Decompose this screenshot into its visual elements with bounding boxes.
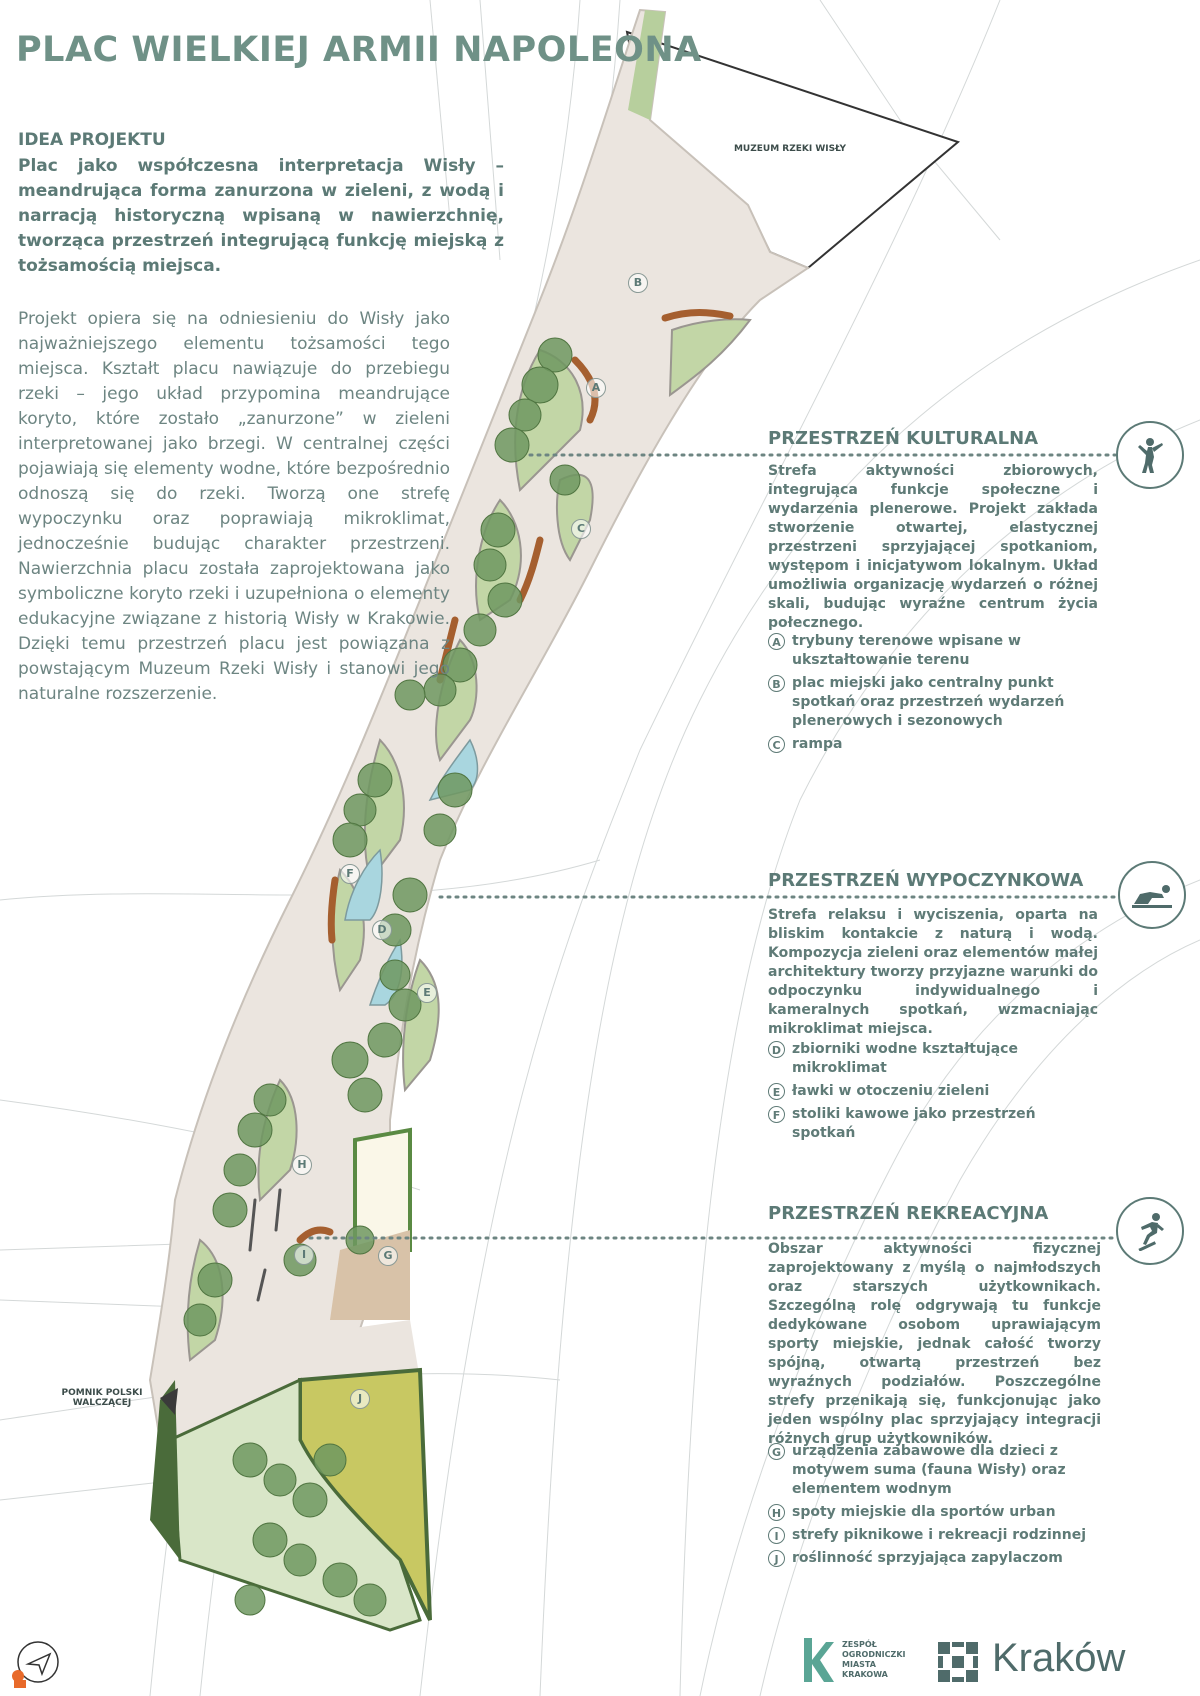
intro-body: Projekt opiera się na odniesieniu do Wisły jako najważniejszego elementu tożsamości tego miejsca. Kształt placu nawiązuje do przebiegu rzeki – jego układ przypomina meandrujące koryto, które zostało „zanurzone” w zieleni interpretowanej jako brzegi. W centralnej części pojawiają się elementy wodne, które bezpośrednio odnoszą się do rzeki. Tworzą one strefę wypoczynku oraz poprawiają mikroklimat, jednocześnie budując charakter przestrzeni. Nawierzchnia placu została zaprojektowana jako symboliczne koryto rzeki i uzupełniona o elementy edukacyjne związane z historią Wisły w Krakowie. Dzięki temu przestrzeń placu jest powiązana z powstającym Muzeum Rzeki Wisły i stanowi jego naturalne rozszerzenie. xyxy=(18,309,450,704)
legend-letter-j: J xyxy=(768,1550,785,1567)
legend-text-f: stoliki kawowe jako przestrzeń spotkań xyxy=(792,1106,1036,1141)
legend-text-i: strefy piknikowe i rekreacji rodzinnej xyxy=(792,1527,1086,1543)
legend-text-j: roślinność sprzyjająca zapylaczom xyxy=(792,1550,1063,1566)
legend-letter-i: I xyxy=(768,1527,785,1544)
legend-item-c xyxy=(768,735,1103,754)
legend-item-j xyxy=(768,1549,1103,1568)
krakow-logo-text: Kraków xyxy=(992,1636,1126,1680)
legend-letter-c: C xyxy=(768,736,785,753)
zom-logo-line-4: KRAKOWA xyxy=(842,1670,888,1679)
map-badge-g: G xyxy=(378,1246,398,1266)
intro-lead: Plac jako współczesna interpretacja Wisły – meandrująca forma zanurzona w zieleni, z wodą i narracją historyczną wpisaną w nawierzchnię, tworząca przestrzeń integrującą funkcję miejską z tożsamością miejsca. xyxy=(18,156,504,276)
legend-text-d: zbiorniki wodne kształtujące mikroklimat xyxy=(792,1041,1018,1076)
legend-item-e xyxy=(768,1082,1103,1101)
legend-item-g xyxy=(768,1442,1103,1499)
legend-letter-e: E xyxy=(768,1083,785,1100)
intro-heading: IDEA PROJEKTU xyxy=(18,130,166,150)
section-leisure-text: Strefa relaksu i wyciszenia, oparta na bliskim kontakcie z naturą i wodą. Kompozycja zieleni oraz elementów małej architektury tworzy przyjazne warunki do odpoczynku indywidualnego i kameralnych spotkań, wzmacniając mikroklimat miejsca. xyxy=(768,907,1098,1037)
legend-letter-f: F xyxy=(768,1106,785,1123)
section-recreation-title: PRZESTRZEŃ REKREACYJNA xyxy=(768,1203,1049,1224)
legend-letter-h: H xyxy=(768,1504,785,1521)
map-badge-e: E xyxy=(417,983,437,1003)
map-badge-c: C xyxy=(571,519,591,539)
map-badge-a: A xyxy=(586,378,606,398)
legend-letter-d: D xyxy=(768,1041,785,1058)
legend-letter-g: G xyxy=(768,1443,785,1460)
section-cultural-legend xyxy=(768,632,1103,758)
zom-logo xyxy=(800,1634,906,1690)
north-arrow-icon xyxy=(10,1638,62,1690)
dancer-icon xyxy=(1116,421,1184,489)
legend-item-h xyxy=(768,1503,1103,1522)
zom-logo-line-3: MIASTA xyxy=(842,1660,876,1669)
krakow-logo-mark-icon xyxy=(936,1640,980,1684)
legend-letter-a: A xyxy=(768,633,785,650)
section-cultural-text: Strefa aktywności zbiorowych, integrująca funkcje społeczne i wydarzenia plenerowe. Projekt zakłada stworzenie otwartej, elastycznej przestrzeni sprzyjającej spotkaniom, występom i inicjatywom lokalnym. Układ umożliwia organizację wydarzeń o różnej skali, budując wyraźne centrum życia połecznego. xyxy=(768,463,1098,631)
legend-item-f xyxy=(768,1105,1103,1143)
map-badge-i: I xyxy=(294,1245,314,1265)
legend-item-b xyxy=(768,674,1103,731)
zom-logo-line-2: OGRODNICZKI xyxy=(842,1650,906,1659)
zom-logo-line-1: ZESPÓŁ xyxy=(842,1640,877,1649)
map-badge-d: D xyxy=(372,920,392,940)
legend-item-a xyxy=(768,632,1103,670)
section-cultural-title: PRZESTRZEŃ KULTURALNA xyxy=(768,428,1039,449)
museum-label: MUZEUM RZEKI WISŁY xyxy=(733,144,847,154)
legend-letter-b: B xyxy=(768,675,785,692)
lying-person-icon xyxy=(1118,861,1186,929)
legend-text-a: trybuny terenowe wpisane w ukształtowanie terenu xyxy=(792,633,1021,668)
section-leisure-legend xyxy=(768,1040,1103,1147)
legend-text-g: urządzenia zabawowe dla dzieci z motywem suma (fauna Wisły) oraz elementem wodnym xyxy=(792,1443,1066,1497)
skater-icon xyxy=(1116,1197,1184,1265)
legend-text-h: spoty miejskie dla sportów urban xyxy=(792,1504,1056,1520)
map-badge-f: F xyxy=(340,864,360,884)
legend-item-i xyxy=(768,1526,1103,1545)
zom-logo-mark-icon xyxy=(800,1634,840,1686)
map-badge-h: H xyxy=(292,1155,312,1175)
monument-label-line-1: POMNIK POLSKI xyxy=(61,1388,143,1398)
monument-label xyxy=(52,1388,152,1408)
page-title: PLAC WIELKIEJ ARMII NAPOLEONA xyxy=(16,30,702,70)
legend-text-b: plac miejski jako centralny punkt spotkań oraz przestrzeń wydarzeń plenerowych i sezonowych xyxy=(792,675,1065,729)
section-recreation-legend xyxy=(768,1442,1103,1572)
legend-text-c: rampa xyxy=(792,736,843,752)
section-leisure-title: PRZESTRZEŃ WYPOCZYNKOWA xyxy=(768,870,1084,891)
legend-item-d xyxy=(768,1040,1103,1078)
map-badge-j: J xyxy=(350,1389,370,1409)
legend-text-e: ławki w otoczeniu zieleni xyxy=(792,1083,990,1099)
monument-label-line-2: WALCZĄCEJ xyxy=(72,1398,132,1408)
section-recreation-text: Obszar aktywności fizycznej zaprojektowany z myślą o najmłodszych oraz starszych użytkownikach. Szczególną rolę odgrywają tu funkcje dedykowane osobom uprawiającym sporty miejskie, jednak całość tworzy spójną, otwartą przestrzeń bez wyraźnych podziałów. Poszczególne strefy przenikają się, funkcjonując jako jeden wspólny plac sprzyjający integracji różnych grup użytkowników. xyxy=(768,1241,1101,1447)
map-badge-b: B xyxy=(628,273,648,293)
krakow-logo xyxy=(936,1638,1176,1688)
